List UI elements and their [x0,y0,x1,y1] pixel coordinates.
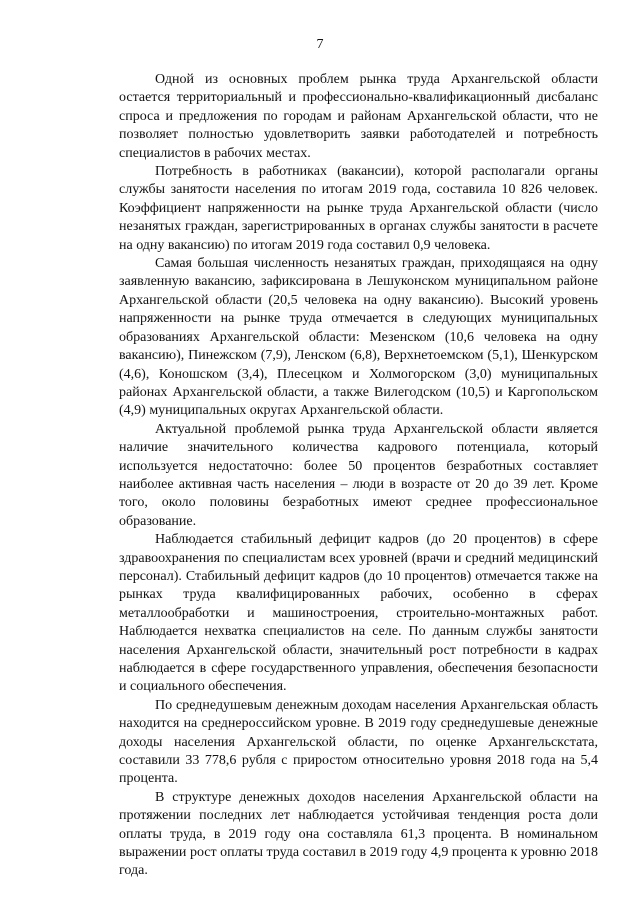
paragraph-regional-imbalance: Одной из основных проблем рынка труда Архангельской области остается территориальный и профессионально-квалификационный дисбаланс спроса и предложения по городам и районам Архангельской области, что не позволяет полностью удовлетворить заявки работодателей и потребность специалистов в рабочих местах. [119,72,598,161]
paragraph-personnel-shortage: Наблюдается стабильный дефицит кадров (до 20 процентов) в сфере здравоохранения по специалистам всех уровней (врачи и средний медицинский персонал). Стабильный дефицит кадров (до 10 процентов) отмечается также на рынках труда квалифицированных рабочих, особенно в сферах металлообработки и машиностроения, строительно-монтажных работ. Наблюдается нехватка специалистов на селе. По данным службы занятости населения Архангельской области, значительный рост потребности в кадрах наблюдается в сфере государственного управления, обеспечения безопасности и социального обеспечения. [119,532,598,695]
paragraph-vacancy-demand: Потребность в работниках (вакансии), которой располагали органы службы занятости населения по итогам 2019 года, составила 10 826 человек. Коэффициент напряженности на рынке труда Архангельской области (число незанятых граждан, зарегистрированных в органах службы занятости в расчете на одну вакансию) по итогам 2019 года составил 0,9 человека. [119,164,598,253]
paragraph-per-capita-income: По среднедушевым денежным доходам населения Архангельская область находится на среднероссийском уровне. В 2019 году среднедушевые денежные доходы населения Архангельской области, по оценке Архангельскстата, составили 33 778,6 рубля с приростом относительно уровня 2018 года на 5,4 процента. [119,697,598,787]
paragraph-personnel-potential: Актуальной проблемой рынка труда Архангельской области является наличие значительного количества кадрового потенциала, который используется недостаточно: более 50 процентов безработных составляет наиболее активная часть населения – люди в возрасте от 20 до 39 лет. Кроме того, около половины безработных имеют среднее профессиональное образование. [119,421,598,529]
paragraph-income-structure: В структуре денежных доходов населения Архангельской области на протяжении последних лет наблюдается устойчивая тенденция роста доли оплаты труда, в 2019 году она составляла 61,3 процента. В номинальном выражении рост оплаты труда составил в 2019 году 4,9 процента к уровню 2018 года. [119,789,598,879]
document-body [119,71,598,881]
paragraph-labor-tension: Самая большая численность незанятых граждан, приходящаяся на одну заявленную вакансию, зафиксирована в Лешуконском муниципальном районе Архангельской области (20,5 человека на одну вакансию). Высокий уровень напряженности на рынке труда отмечается в следующих муниципальных образованиях Архангельской области: Мезенском (10,6 человека на одну вакансию), Пинежском (7,9), Ленском (6,8), Верхнетоемском (5,1), Шенкурском (4,6), Коношском (3,4), Плесецком и Холмогорском (3,0) муниципальных районах Архангельской области, а также Вилегодском (10,5) и Каргопольском (4,9) муниципальных округах Архангельской области. [119,256,598,419]
page-number: 7 [316,37,324,52]
